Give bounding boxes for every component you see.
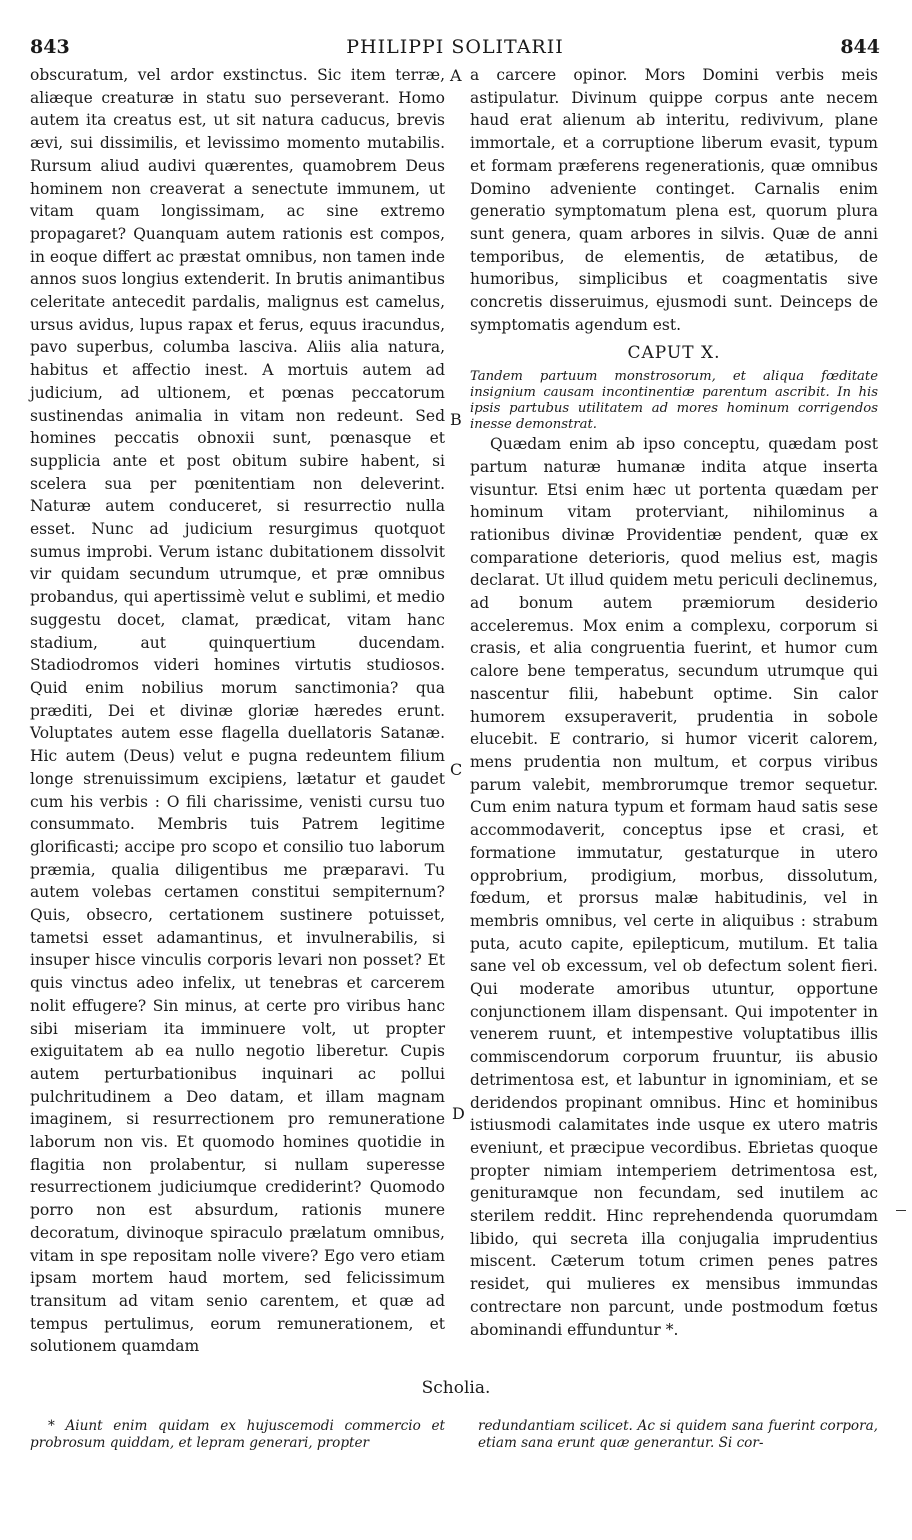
- margin-marker-d: D: [452, 1104, 465, 1123]
- chapter-heading: CAPUT X.: [627, 343, 721, 364]
- scholia-title: Scholia.: [421, 1378, 491, 1398]
- margin-tick: [896, 1210, 906, 1211]
- left-column-text: obscuratum, vel ardor exstinctus. Sic item terræ, aliæque creaturæ in statu suo perseverant. Homo autem ita creatus est, ut sit natura caducus, brevis ævi, sui dissimilis, et levissimo momento mutabilis. Rursum aliud audivi quærentes, quamobrem Deus hominem non creaverat a senectute immunem, ut vitam quam longissimam, ac sine extremo propagaret? Quanquam autem rationis est compos, in eoque differt ac præstat omnibus, non tamen inde annos suos longius extenderit. In brutis animantibus celeritate antecedit pardalis, malignus est camelus, ursus avidus, lupus rapax et ferus, equus iracundus, pavo superbus, columba lasciva. Aliis alia natura, habitus et affectio inest. A mortuis autem ad judicium, ad ultionem, et pœnas peccatorum sustinendas animalia in vitam non redeunt. Sed homines peccatis obnoxii sunt, pœnasque et supplicia ante et post obitum subire habent, si scelera sua per pœnitentiam non deleverint. Naturæ autem conduceret, si resurrectio nulla esset. Nunc ad judicium resurgimus quotquot sumus improbi. Verum istanc dubitationem dissolvit vir quidam secundum utrumque, et præ omnibus probandus, qui apertissimè velut e sublimi, et medio suggestu docet, clamat, prædicat, vitam hanc stadium, aut quinquertium ducendam. Stadiodromos videri homines virtutis studiosos. Quid enim nobilius morum sanctimonia? qua præditi, Dei et divinæ gloriæ hæredes erunt. Voluptates autem esse flagella duellatoris Satanæ. Hic autem (Deus) velut e pugna redeuntem filium longe strenuissimum excipiens, lætatur et gaudet cum his verbis : O fili charissime, venisti cursu tuo consummato. Membris tuis Patrem legitime glorificasti; accipe pro scopo et consilio tuo laborum præmia, qualia diligentibus me præparavi. Tu autem volebas certamen constitui sempiternum? Quis, obsecro, certationem sustinere potuisset, tametsi esset adamantinus, et invulnerabilis, si insuper hisce vinculis corporis levari non posset? Et quis vinctus adeo infelix, ut tenebras et carcerem nolit effugere? Sin minus, at certe pro viribus hanc sibi miseriam ita imminuere volt, ut propter exiguitatem ab ea nullo negotio liberetur. Cupis autem perturbationibus inquinari ac pollui pulchritudinem a Deo datam, et illam magnam imaginem, si resurrectionem pro remuneratione laborum non vis. Et quomodo homines quotidie in flagitia non prolabentur, si nullam superesse resurrectionem judiciumque crediderint? Quomodo porro non est absurdum, rationis munere decoratum, divinoque spiraculo prælatum omnibus, vitam in spe repositam nolle vivere? Ego vero etiam ipsam mortem haud mortem, sed felicissimum transitum ad vitam senio carentem, et quæ ad tempus pertulimus, eorum remunerationem, et solutionem quamdam: [30, 66, 445, 1356]
- right-column-opening-text: a carcere opinor. Mors Domini verbis meis astipulatur. Divinum quippe corpus ante necem haud erat alienum ab interitu, redivivum, plane immortale, et a corruptione liberum evasit, typum et formam præferens regenerationis, quæ omnibus Domino adveniente continget. Carnalis enim generatio symptomatum plena est, quorum plura sunt genera, quam arbores in silvis. Quæ de anni temporibus, de elementis, de ætatibus, de humoribus, simplicibus et coagmentatis sive concretis disseruimus, ejusmodi sunt. Deinceps de symptomatis agendum est.: [470, 66, 878, 334]
- chapter-summary: Tandem partuum monstrosorum, et aliqua fœditate insignium causam incontinentiæ parentum ascribit. In his ipsis partubus utilitatem ad mores hominum corrigendos inesse demonstrat.: [470, 369, 878, 433]
- scholia-left-text: * Aiunt enim quidam ex hujuscemodi commercio et probrosum quiddam, et lepram generari, propter: [30, 1417, 445, 1451]
- margin-marker-b: B: [450, 410, 462, 429]
- page-header: [30, 36, 880, 62]
- left-column-number: 843: [30, 36, 70, 58]
- margin-marker-a: A: [450, 66, 462, 85]
- chapter-body-text: Quædam enim ab ipso conceptu, quædam post partum naturæ humanæ indita atque inserta visuntur. Etsi enim hæc ut portenta quædam per hominum vitam proterviant, nihilominus a rationibus divinæ Providentiæ pendent, quæ ex comparatione deterioris, quod melius est, magis declarat. Ut illud quidem metu periculi declinemus, ad bonum autem præmiorum desiderio acceleremus. Mox enim a complexu, corporum si crasis, et alia congruentia fuerint, et humor cum calore bene temperatus, secundum utrumque qui nascentur filii, habebunt optime. Sin calor humorem exsuperaverit, prudentia in sobole elucebit. E contrario, si humor vicerit calorem, mens prudentia non multum, et corpus viribus parum valebit, membrorumque tremor sequetur. Cum enim natura typum et formam haud satis sese accommodaverit, conceptus ipse et crasi, et formatione immutatur, gestaturque in utero opprobrium, prodigium, morbus, dissolutum, fœdum, et prorsus malæ habitudinis, vel in membris omnibus, vel certe in aliquibus : strabum puta, acuto capite, epilepticum, mutilum. Et talia sane vel ob excessum, vel ob defectum solent fieri. Qui moderate amoribus utuntur, opportune conjunctionem illam dispensant. Qui impotenter in venerem ruunt, et intempestive voluptatibus illis commiscendorum corporum fruuntur, iis abusio detrimentosa est, et labuntur in ignominiam, et se deridendos propinant omnibus. Hinc et hominibus istiusmodi calamitates inde usque ex utero matris eveniunt, et præcipue vecordibus. Ebrietas quoque propter nimiam intemperiem detrimentosa est, geniturамque non fecundam, sed inutilem ac sterilem reddit. Hinc reprehendenda quorumdam libido, qui secreta illa conjugalia imprudentius miscent. Cæterum totum crimen penes patres residet, qui mulieres ex mensibus immundas contrectare non parcunt, unde postmodum fœtus abominandi effunduntur *.: [470, 435, 878, 1339]
- right-column: [470, 64, 878, 1374]
- left-column: [30, 64, 445, 1374]
- right-column-number: 844: [840, 36, 880, 58]
- scholia-right-text: redundantiam scilicet. Ac si quidem sana fuerint corpora, etiam sana erunt quæ generantur. Si cor-: [478, 1417, 878, 1451]
- running-title: PHILIPPI SOLITARII: [346, 36, 564, 58]
- margin-marker-c: C: [450, 760, 463, 779]
